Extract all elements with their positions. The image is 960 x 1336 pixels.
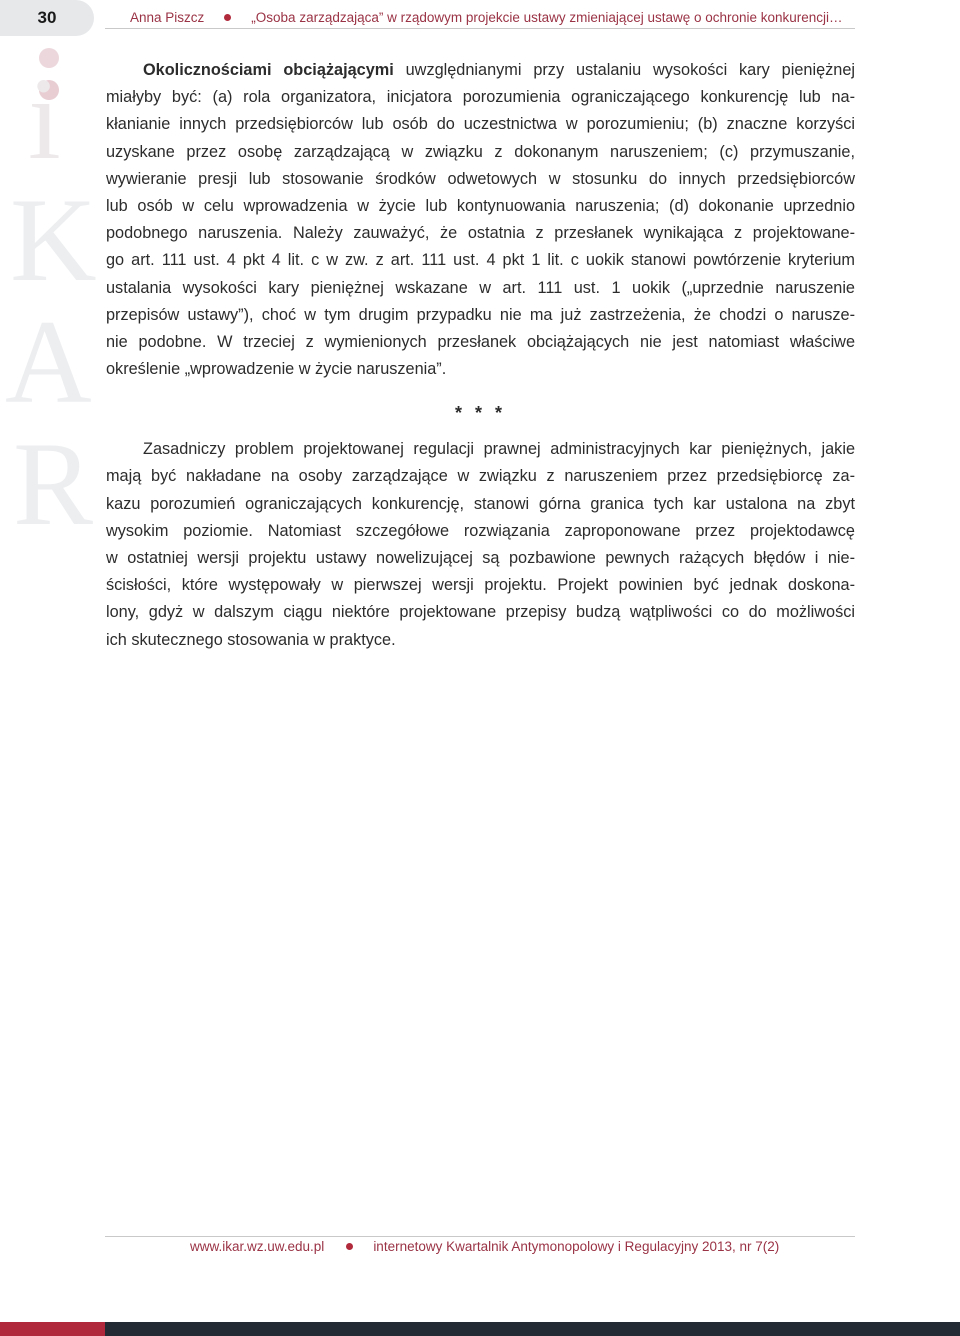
lead-term: Okolicznościami obciążającymi [143, 61, 394, 79]
paragraph-line: wysokim poziomie. Natomiast szczegółowe rozwiązania zaproponowane przez projektodawcę [106, 521, 855, 540]
logo-letter-r: R [13, 417, 94, 550]
paragraph-line: określenie „wprowadzenie w życie naruszenia”. [106, 360, 447, 379]
page-number-tab [0, 0, 94, 36]
header-divider [105, 28, 855, 29]
paragraph-line: Zasadniczy problem projektowanej regulacji prawnej administracyjnych kar pieniężnych, jakie [143, 440, 855, 459]
bottom-accent-bar [0, 1322, 105, 1336]
footer-journal: internetowy Kwartalnik Antymonopolowy i Regulacyjny 2013, nr 7(2) [373, 1239, 780, 1254]
paragraph-line: ustalania wysokości kary pieniężnej wskazane w art. 111 ust. 1 uokik („uprzednie naruszenie [106, 278, 855, 297]
header-separator-dot [224, 14, 231, 21]
running-footer [190, 1239, 779, 1254]
paragraph-line: ich skutecznego stosowania w praktyce. [106, 630, 396, 649]
paragraph-line: podobnego naruszenia. Należy zauważyć, że ostatnia z przesłanek wynikająca z projektowane- [106, 224, 855, 243]
paragraph-line: mają być nakładane na osoby zarządzające w związku z naruszeniem przez przedsiębiorcę za- [106, 467, 855, 486]
paragraph-line: kłanianie innych przedsiębiorców lub osób do uczestnictwa w porozumieniu; (b) znaczne korzyści [106, 115, 855, 134]
paragraph-line: lub osób w celu wprowadzenia w życie lub kontynuowania naruszenia; (d) dokonanie uprzednio [106, 196, 855, 215]
line-text: uwzględnianymi przy ustalaniu wysokości kary pieniężnej [393, 61, 855, 79]
paragraph-line: lony, gdyż w dalszym ciągu niektóre projektowane przepisy budzą wątpliwości co do możliwości [106, 603, 855, 622]
footer-separator-dot [346, 1243, 353, 1250]
paragraph-line: uzyskane przez osobę zarządzającą w związku z dokonanym naruszeniem; (c) przymuszanie, [106, 142, 855, 161]
paragraph-line: w ostatniej wersji projektu ustawy nowelizującej są pozbawione pewnych rażących błędów i nie- [106, 549, 855, 567]
header-author: Anna Piszcz [130, 10, 205, 25]
logo-letter-a: A [5, 295, 92, 428]
paragraph-line: wywieranie presji lub stosowanie środków odwetowych w stosunku do innych przedsiębiorców [106, 169, 855, 188]
header-title: „Osoba zarządzająca” w rządowym projekcie ustawy zmieniającej ustawę o ochronie konkurencji… [251, 10, 843, 25]
paragraph-line: nie podobne. W trzeciej z wymienionych przesłanek obciążających nie jest natomiast właściwe [106, 332, 855, 351]
section-separator: * * * [454, 403, 507, 424]
paragraph-line: ścisłości, które występowały w pierwszej wersji projektu. Projekt powinien być jednak doskona- [106, 576, 855, 595]
logo-letter-k: K [10, 173, 97, 306]
page-number: 30 [37, 8, 57, 27]
ikar-logo [0, 40, 100, 550]
footer-url[interactable]: www.ikar.wz.uw.edu.pl [190, 1239, 325, 1254]
paragraph-conclusion [106, 436, 855, 654]
logo-letter-i: i [28, 53, 61, 184]
paragraph-line [106, 57, 855, 84]
paragraph-line: go art. 111 ust. 4 pkt 4 lit. c w zw. z art. 111 ust. 4 pkt 1 lit. c uokik stanowi powtórzenie kryterium [106, 251, 855, 270]
bottom-dark-bar [105, 1322, 960, 1336]
footer-divider [105, 1236, 855, 1237]
paragraph-line: miałyby być: (a) rola organizatora, inicjatora porozumienia ograniczającego konkurencję lub na- [106, 88, 855, 107]
article-body [106, 57, 855, 654]
running-header [130, 10, 855, 25]
paragraph-aggravating-circumstances [106, 57, 855, 383]
paragraph-line: przepisów ustawy”), choć w tym drugim przypadku nie ma już zastrzeżenia, że chodzi o narusze- [106, 305, 855, 324]
paragraph-line: kazu porozumień ograniczających konkurencję, stanowi górna granica tych kar ustalona na zbyt [106, 494, 855, 513]
